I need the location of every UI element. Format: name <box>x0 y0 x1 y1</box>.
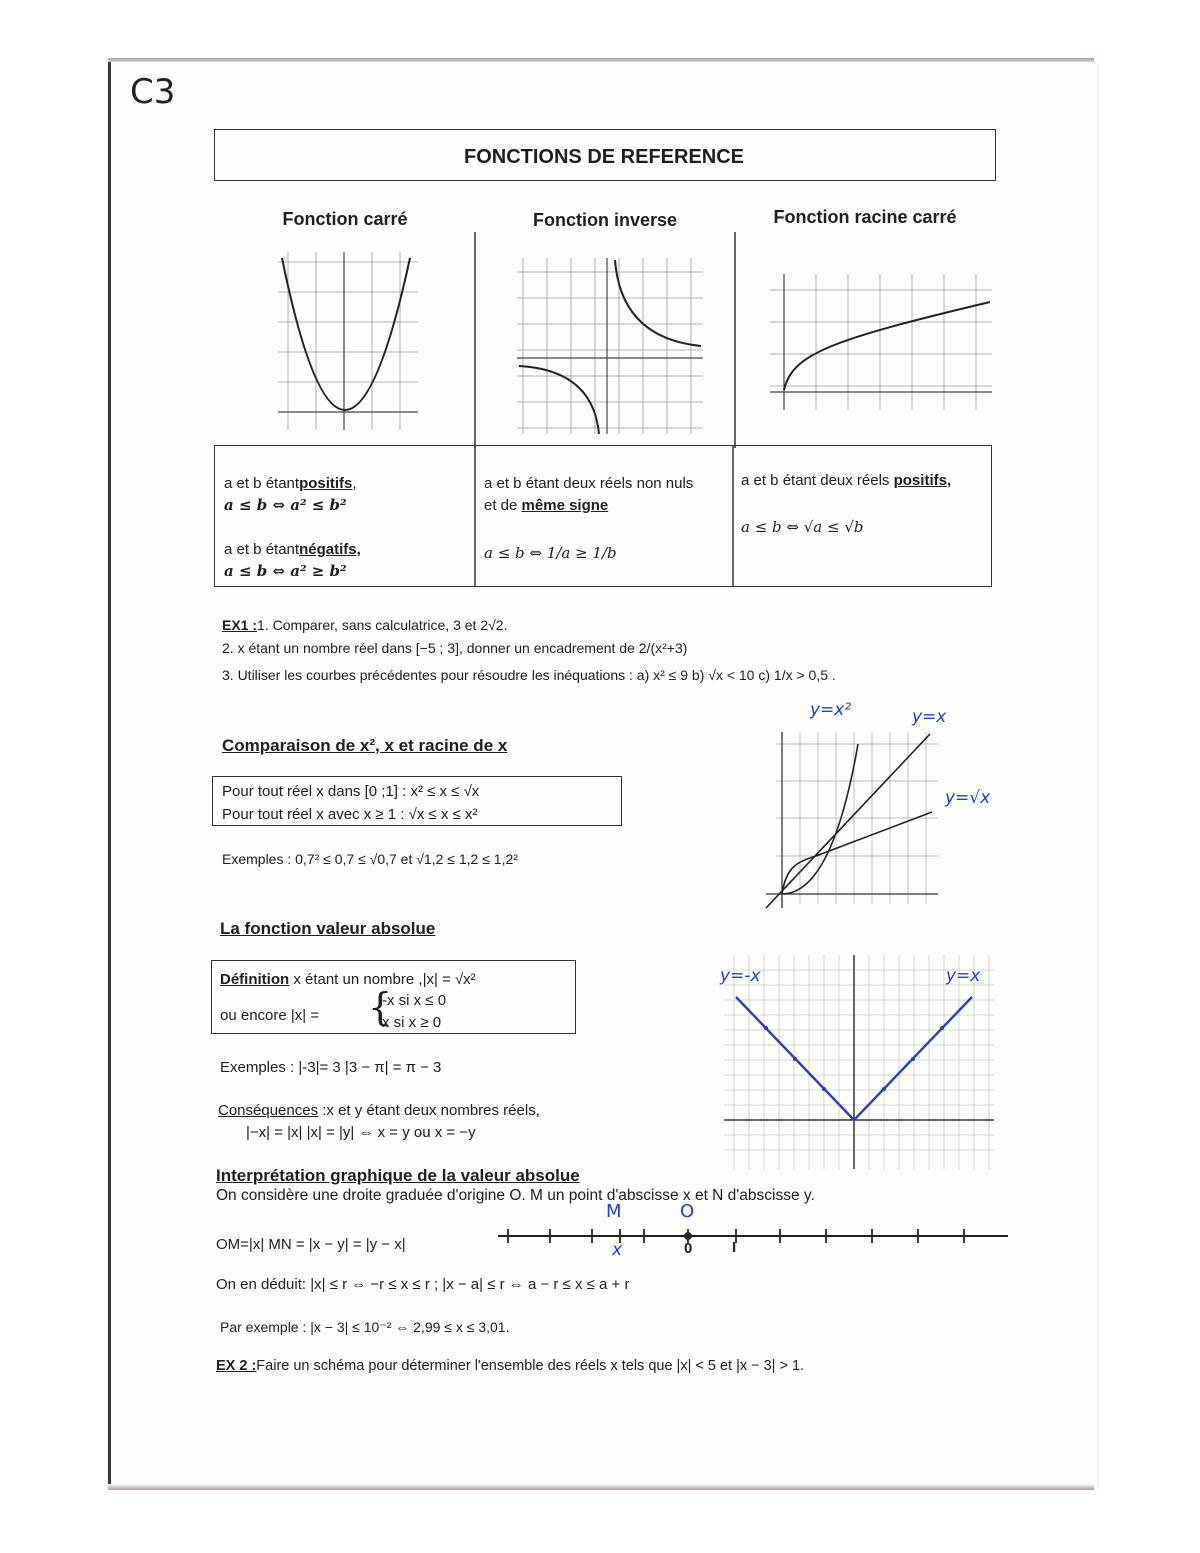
page-title: FONCTIONS DE REFERENCE <box>463 146 745 168</box>
hand-label-pos-x: y=x <box>946 966 981 986</box>
ex1-line-3: 3. Utiliser les courbes précédentes pour résoudre les inéquations : a) x² ≤ 9 b) √x < 10 c) 1/x > 0,5 . <box>222 667 836 683</box>
case-negative: -x si x ≤ 0 <box>382 992 447 1009</box>
brace: { <box>368 985 393 1029</box>
ex2-label: EX 2 : <box>216 1358 257 1374</box>
inverse-condition-1: a et b étant deux réels non nuls <box>484 475 694 492</box>
graph-valeur-absolue <box>724 955 994 1169</box>
consequences-label: Conséquences <box>218 1102 319 1119</box>
carre-condition-negatifs <box>224 541 361 558</box>
graph-comparaison <box>762 732 942 912</box>
par-exemple: Par exemple : |x − 3| ≤ 10⁻² ⇔ 2,99 ≤ x ≤ 3,01. <box>220 1319 510 1335</box>
heading-fonction-racine: Fonction racine carré <box>773 207 957 227</box>
racine-inequality: a ≤ b ⇔ √a ≤ √b <box>741 518 864 536</box>
racine-text: a et b étant deux réels <box>741 472 890 489</box>
interpretation-om-mn: OM=|x| MN = |x − y| = |y − x| <box>216 1236 406 1253</box>
valeur-absolue-exemples: Exemples : |-3|= 3 |3 − π| = π − 3 <box>220 1059 442 1076</box>
valeur-absolue-heading: La fonction valeur absolue <box>220 919 436 938</box>
number-line-0: 0 <box>684 1240 693 1257</box>
ex1-label: EX1 : <box>222 617 258 633</box>
carre-text-1: a et b étant <box>224 475 300 492</box>
hand-label-O: O <box>680 1201 695 1222</box>
ex2-text: Faire un schéma pour déterminer l'ensemble des réels x tels que |x| < 5 et |x − 3| > 1. <box>256 1358 805 1374</box>
corner-mark: C3 <box>130 72 176 112</box>
definition-line <box>220 971 476 988</box>
ex1-line-1 <box>222 617 507 633</box>
definition-label: Définition <box>220 971 290 988</box>
ou-encore: ou encore |x| = <box>220 1007 320 1024</box>
interpretation-heading: Interprétation graphique de la valeur absolue <box>216 1166 580 1185</box>
hand-label-x: y=x <box>912 707 947 727</box>
inverse-inequality: a ≤ b ⇔ 1/a ≥ 1/b <box>484 544 617 562</box>
hand-label-sqrt: y=√x <box>945 788 991 808</box>
hand-label-x2: y=x² <box>810 700 852 720</box>
carre-condition-positifs <box>224 475 357 492</box>
ex1-line-2: 2. x étant un nombre réel dans [−5 ; 3], donner un encadrement de 2/(x²+3) <box>222 640 688 656</box>
carre-inequality-1: a ≤ b ⇔ a² ≤ b² <box>224 496 347 514</box>
interpretation-intro: On considère une droite graduée d'origine O. M un point d'abscisse x et N d'abscisse y. <box>216 1187 815 1204</box>
consequences-text: :x et y étant deux nombres réels, <box>318 1102 540 1119</box>
heading-fonction-carre: Fonction carré <box>282 209 408 229</box>
racine-condition <box>741 472 951 489</box>
comparaison-heading: Comparaison de x², x et racine de x <box>222 736 508 755</box>
consequences-line <box>218 1102 540 1119</box>
inverse-meme-signe: même signe <box>521 497 609 514</box>
comparaison-line-2: Pour tout réel x avec x ≥ 1 : √x ≤ x ≤ x² <box>222 806 478 823</box>
number-line <box>498 1222 1010 1262</box>
consequences-formulas: |−x| = |x| |x| = |y| ⇔ x = y ou x = −y <box>246 1124 476 1141</box>
hand-label-M: M <box>606 1201 622 1222</box>
hand-label-x-point: x <box>612 1240 623 1260</box>
ex2-line <box>216 1358 804 1374</box>
carre-inequality-2: a ≤ b ⇔ a² ≥ b² <box>224 562 347 580</box>
inverse-text-et-de: et de <box>484 497 518 514</box>
racine-positifs: positifs, <box>893 472 952 489</box>
heading-fonction-inverse: Fonction inverse <box>532 210 678 230</box>
inverse-condition-2 <box>484 497 608 514</box>
paper-edge-bottom <box>108 1484 1094 1490</box>
carre-positifs: positifs <box>299 475 353 492</box>
comparaison-line-1: Pour tout réel x dans [0 ;1] : x² ≤ x ≤ √x <box>222 783 480 800</box>
comparaison-exemples: Exemples : 0,7² ≤ 0,7 ≤ √0,7 et √1,2 ≤ 1,2 ≤ 1,2² <box>222 851 518 867</box>
on-en-deduit: On en déduit: |x| ≤ r ⇔ −r ≤ x ≤ r ; |x − a| ≤ r ⇔ a − r ≤ x ≤ a + r <box>216 1276 630 1293</box>
carre-comma: , <box>352 475 357 492</box>
number-line-1: I <box>732 1239 737 1256</box>
case-positive: x si x ≥ 0 <box>382 1014 442 1031</box>
ex1-text-1: 1. Comparer, sans calculatrice, 3 et 2√2. <box>257 617 508 633</box>
hand-label-neg-x: y=-x <box>720 966 761 986</box>
carre-negatifs: négatifs, <box>299 541 361 558</box>
definition-text: x étant un nombre ,|x| = √x² <box>289 971 476 988</box>
carre-text-3: a et b étant <box>224 541 300 558</box>
